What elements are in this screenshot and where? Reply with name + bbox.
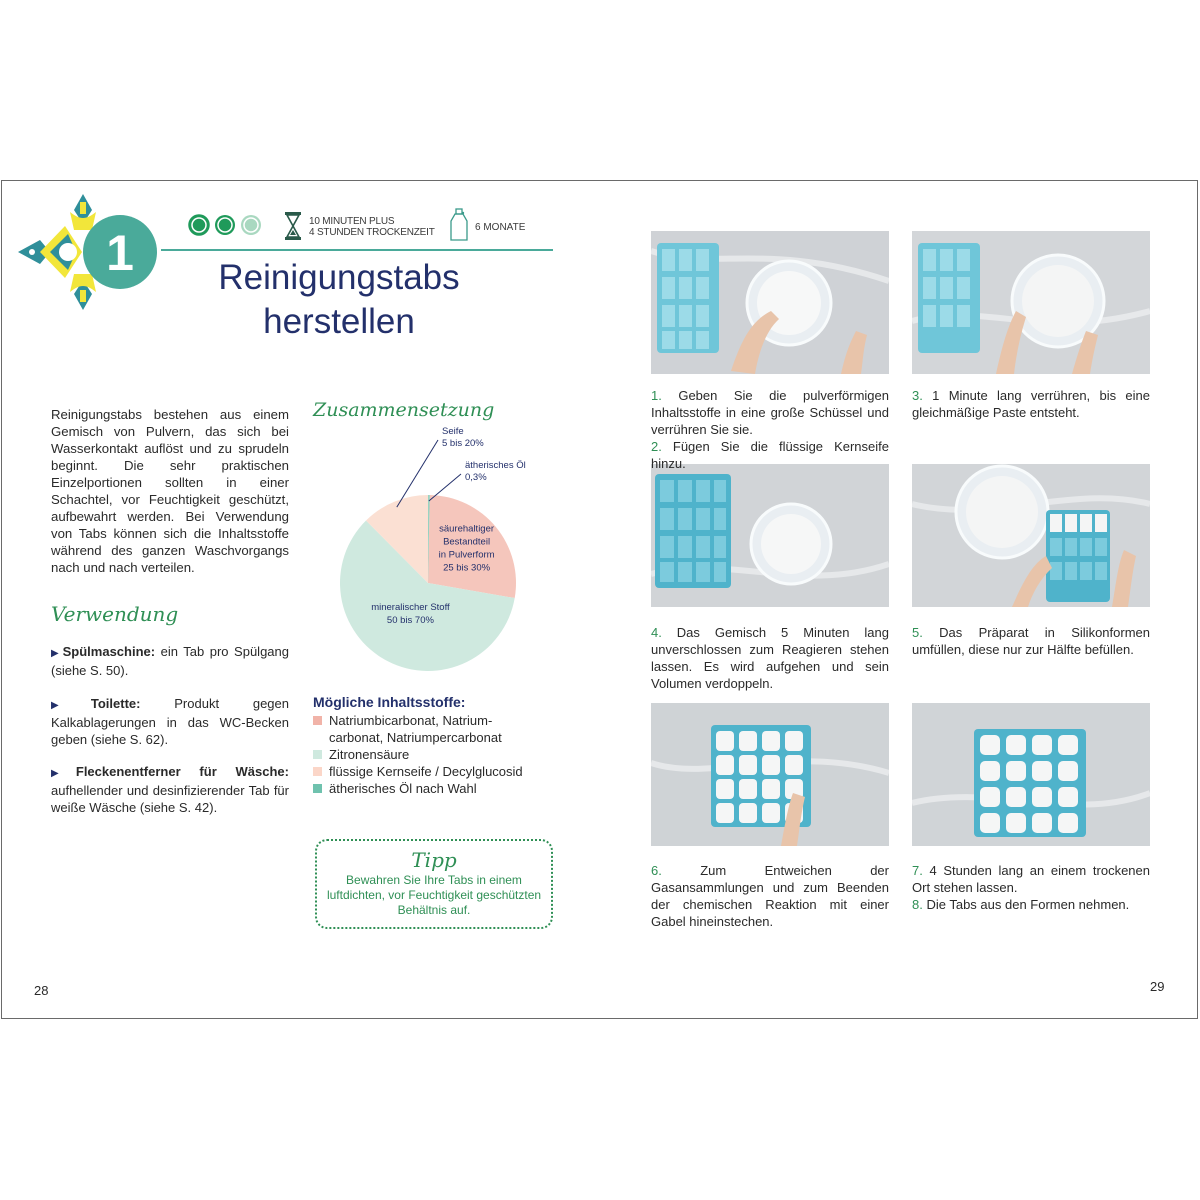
usage-item — [51, 695, 289, 748]
legend-swatch — [313, 767, 322, 776]
tip-text: Bewahren Sie Ihre Tabs in einem luftdichten, vor Feuchtigkeit geschützten Behältnis auf. — [326, 873, 542, 917]
step-text: Fügen Sie die flüssige Kernseife hinzu. — [651, 439, 889, 471]
ingredient-item — [313, 712, 553, 746]
pie-label: 0,3% — [465, 472, 487, 483]
step-text: Zum Entweichen der Gasansammlungen und zum Beenden der chemischen Reaktion mit einer Gabel hineinstechen. — [651, 863, 889, 929]
pie-label: 5 bis 20% — [442, 438, 484, 449]
pie-label: säurehaltiger — [439, 523, 495, 535]
bullet-triangle-icon: ▶ — [51, 768, 74, 779]
step-text: 1 Minute lang verrühren, bis eine gleichmäßige Paste entsteht. — [912, 388, 1150, 420]
ingredient-text: Zitronensäure — [329, 747, 410, 762]
usage-item — [51, 643, 289, 679]
step-text: 4 Stunden lang an einem trockenen Ort stehen lassen. — [912, 863, 1150, 895]
pie-label: Bestandteil — [443, 536, 491, 548]
step-caption — [912, 387, 1150, 421]
time-line-1: 10 MINUTEN PLUS — [309, 216, 395, 227]
ingredient-item — [313, 763, 553, 780]
usage-label: Fleckenentferner für Wäsche: — [75, 764, 289, 779]
title-line-2: herstellen — [263, 302, 415, 341]
ingredient-text: carbonat, Natriumpercarbonat — [329, 730, 502, 745]
step-text: Die Tabs aus den Formen nehmen. — [922, 897, 1130, 912]
chapter-emblem — [10, 190, 162, 315]
ingredient-item — [313, 780, 553, 797]
step-number: 3. — [912, 388, 923, 403]
hourglass-icon — [284, 211, 302, 241]
bullet-triangle-icon: ▶ — [51, 700, 89, 711]
legend-swatch — [313, 784, 322, 793]
shelf-life: 6 MONATE — [475, 222, 526, 233]
ingredient-text: ätherisches Öl nach Wahl — [329, 781, 477, 796]
pie-label: 50 bis 70% — [386, 615, 434, 627]
pie-label: ätherisches Öl — [465, 460, 526, 471]
step-number: 5. — [912, 625, 923, 640]
chapter-number: 1 — [106, 225, 134, 281]
title-divider — [161, 249, 553, 251]
step-number: 6. — [651, 863, 662, 878]
step-number: 2. — [651, 439, 662, 454]
difficulty-indicator — [187, 211, 267, 239]
step-photo-5 — [651, 703, 889, 846]
step-photo-4 — [912, 464, 1150, 607]
step-caption — [912, 624, 1150, 658]
step-text: Das Gemisch 5 Minuten lang unverschlossen zum Reagieren stehen lassen. Es wird aufgehen und sein Volumen verdoppeln. — [651, 625, 889, 691]
usage-text: aufhellender und desinfizierender Tab für weiße Wäsche (siehe S. 42). — [51, 783, 289, 815]
step-text: Das Präparat in Silikonformen umfüllen, diese nur zur Hälfte befüllen. — [912, 625, 1150, 657]
step-photo-2 — [912, 231, 1150, 374]
step-photo-6 — [912, 703, 1150, 846]
pie-label: 25 bis 30% — [443, 562, 491, 574]
page-number-left: 28 — [34, 983, 49, 998]
ingredient-item — [313, 746, 553, 763]
legend-swatch — [313, 716, 322, 725]
step-caption — [912, 862, 1150, 913]
tip-heading: Tipp — [411, 848, 457, 872]
legend-swatch — [313, 750, 322, 759]
ingredients-heading: Mögliche Inhaltsstoffe: — [313, 694, 466, 710]
ingredient-text: flüssige Kernseife / Decylglucosid — [329, 764, 523, 779]
time-line-2: 4 STUNDEN TROCKENZEIT — [309, 227, 435, 238]
time-info — [309, 216, 435, 238]
usage-item — [51, 763, 289, 816]
step-photo-1 — [651, 231, 889, 374]
page-number-right: 29 — [1150, 979, 1165, 994]
step-caption — [651, 387, 889, 472]
usage-label: Toilette: — [90, 696, 141, 711]
bottle-icon — [448, 208, 470, 242]
page-title — [190, 256, 488, 344]
pie-label: Seife — [442, 426, 464, 437]
bullet-triangle-icon: ▶ — [51, 648, 61, 659]
pie-label: mineralischer Stoff — [371, 602, 450, 614]
step-number: 4. — [651, 625, 662, 640]
step-caption — [651, 862, 889, 930]
step-text: Geben Sie die pulverförmigen Inhaltsstoffe in eine große Schüssel und verrühren Sie sie. — [651, 388, 889, 437]
usage-label: Spülmaschine: — [62, 644, 156, 659]
usage-text: Produkt gegen Kalkablagerungen in das WC-Becken geben (siehe S. 62). — [51, 696, 289, 747]
ingredient-text: Natriumbicarbonat, Natrium- — [329, 713, 493, 728]
usage-text: ein Tab pro Spülgang (siehe S. 50). — [51, 644, 289, 678]
verwendung-heading: Verwendung — [51, 602, 179, 626]
tip-box — [315, 839, 553, 929]
chart-title: Zusammensetzung — [313, 399, 495, 421]
title-line-1: Reinigungstabs — [218, 258, 460, 297]
intro-text: Reinigungstabs bestehen aus einem Gemisch von Pulvern, das sich bei Wasserkontakt auflöst und zu sprudeln beginnt. Die sehr praktischen Einzelportionen sollten in einer Schachtel, vor Feuchtigkeit geschützt, aufbewahrt werden. Bei Verwendung von Tabs können sich die Inhaltsstoffe während des ganzen Waschvorgangs nach und nach verteilen. — [51, 407, 289, 575]
step-photo-3 — [651, 464, 889, 607]
step-number: 7. — [912, 863, 923, 878]
pie-label: in Pulverform — [438, 549, 495, 561]
composition-pie-chart — [320, 420, 560, 680]
step-caption — [651, 624, 889, 692]
step-number: 8. — [912, 897, 923, 912]
step-number: 1. — [651, 388, 662, 403]
